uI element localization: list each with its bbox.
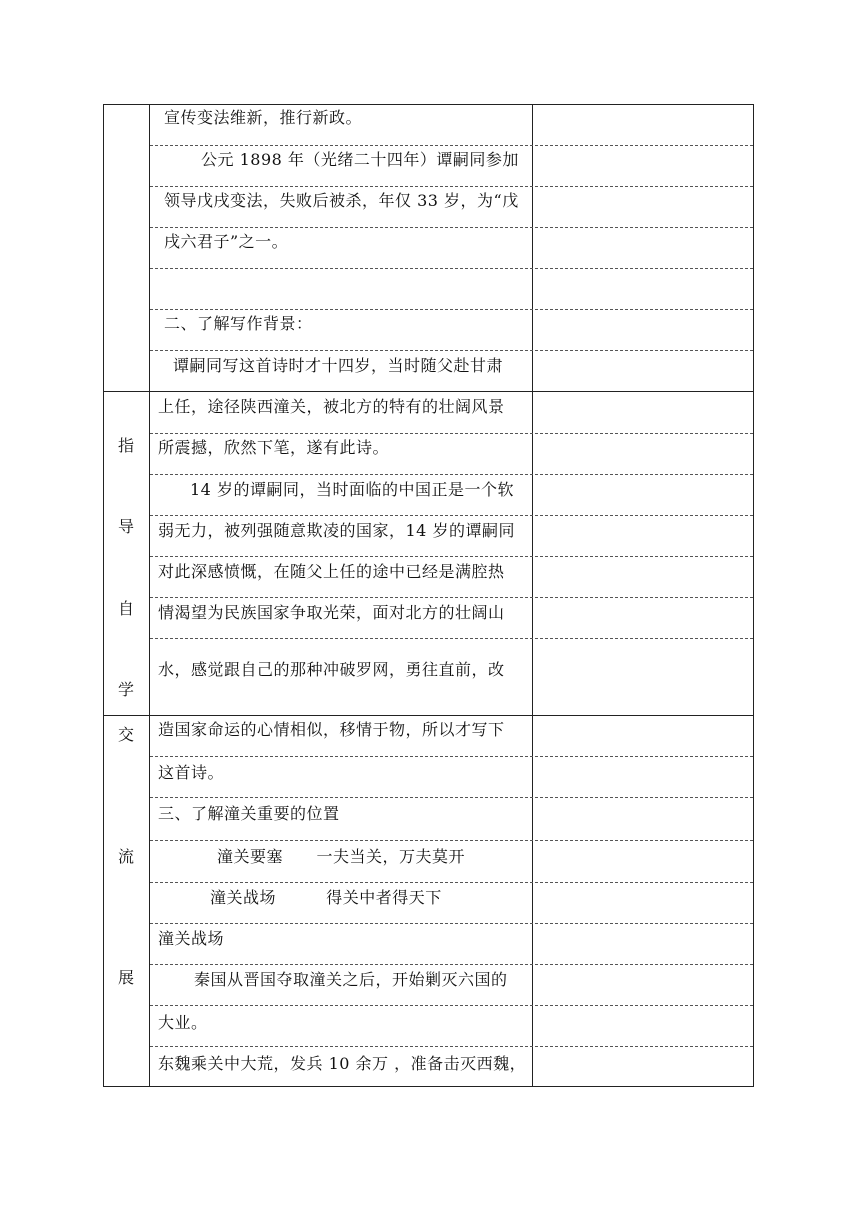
side-label-exchange-2: 流 [117, 847, 134, 866]
row-line [150, 882, 753, 883]
side-label-guide-1: 指 [117, 436, 134, 455]
row-line [150, 756, 753, 757]
row-line [150, 797, 753, 798]
row-line [150, 474, 753, 475]
row-line [150, 556, 753, 557]
text-line: 潼关要塞 一夫当关，万夫莫开 [217, 847, 466, 866]
side-label-exchange-3: 展 [117, 968, 134, 987]
row-line [150, 350, 753, 351]
section-divider-2 [103, 715, 754, 716]
text-line: 这首诗。 [158, 763, 225, 782]
row-line [150, 638, 753, 639]
row-line [150, 597, 753, 598]
text-line: 情渴望为民族国家争取光荣，面对北方的壮阔山 [158, 603, 505, 622]
row-line [150, 145, 753, 146]
section-divider-1 [103, 391, 754, 392]
row-line [150, 227, 753, 228]
row-line [150, 840, 753, 841]
row-line [150, 515, 753, 516]
text-line: 上任，途径陕西潼关，被北方的特有的壮阔风景 [158, 397, 505, 416]
text-line: 所震撼，欣然下笔，遂有此诗。 [158, 438, 390, 457]
row-line [150, 433, 753, 434]
text-line: 戌六君子”之一。 [164, 232, 289, 251]
text-line: 大业。 [158, 1013, 208, 1032]
text-line: 潼关战场 [158, 929, 225, 948]
text-line: 14 岁的谭嗣同，当时面临的中国正是一个软 [190, 480, 514, 499]
text-line: 潼关战场 得关中者得天下 [210, 888, 442, 907]
row-line [150, 186, 753, 187]
text-line: 弱无力，被列强随意欺凌的国家，14 岁的谭嗣同 [158, 521, 515, 540]
text-line: 宣传变法维新，推行新政。 [164, 108, 363, 127]
text-line: 东魏乘关中大荒，发兵 10 余万 ，准备击灭西魏， [158, 1054, 527, 1073]
text-line: 造国家命运的心情相似，移情于物，所以才写下 [158, 720, 505, 739]
side-label-exchange-1: 交 [117, 725, 134, 744]
row-line [150, 268, 753, 269]
text-line: 对此深感愤慨，在随父上任的途中已经是满腔热 [158, 562, 505, 581]
side-label-guide-4: 学 [117, 680, 134, 699]
text-line: 谭嗣同写这首诗时才十四岁，当时随父赴甘肃 [173, 356, 504, 375]
row-line [150, 923, 753, 924]
row-line [150, 1005, 753, 1006]
row-line [150, 309, 753, 310]
section-heading: 二、了解写作背景： [164, 314, 313, 333]
text-line: 领导戊戌变法，失败后被杀，年仅 33 岁，为“戊 [164, 191, 519, 210]
side-label-guide-3: 自 [117, 599, 134, 618]
text-line: 秦国从晋国夺取潼关之后，开始剿灭六国的 [194, 970, 508, 989]
row-line [150, 1046, 753, 1047]
text-line: 公元 1898 年（光绪二十四年）谭嗣同参加 [201, 150, 519, 169]
side-label-guide-2: 导 [117, 517, 134, 536]
text-line: 水，感觉跟自己的那种冲破罗网，勇往直前，改 [158, 660, 505, 679]
column-divider-right [532, 104, 533, 1087]
section-heading: 三、了解潼关重要的位置 [158, 804, 340, 823]
row-line [150, 964, 753, 965]
column-divider-left [149, 104, 150, 1087]
